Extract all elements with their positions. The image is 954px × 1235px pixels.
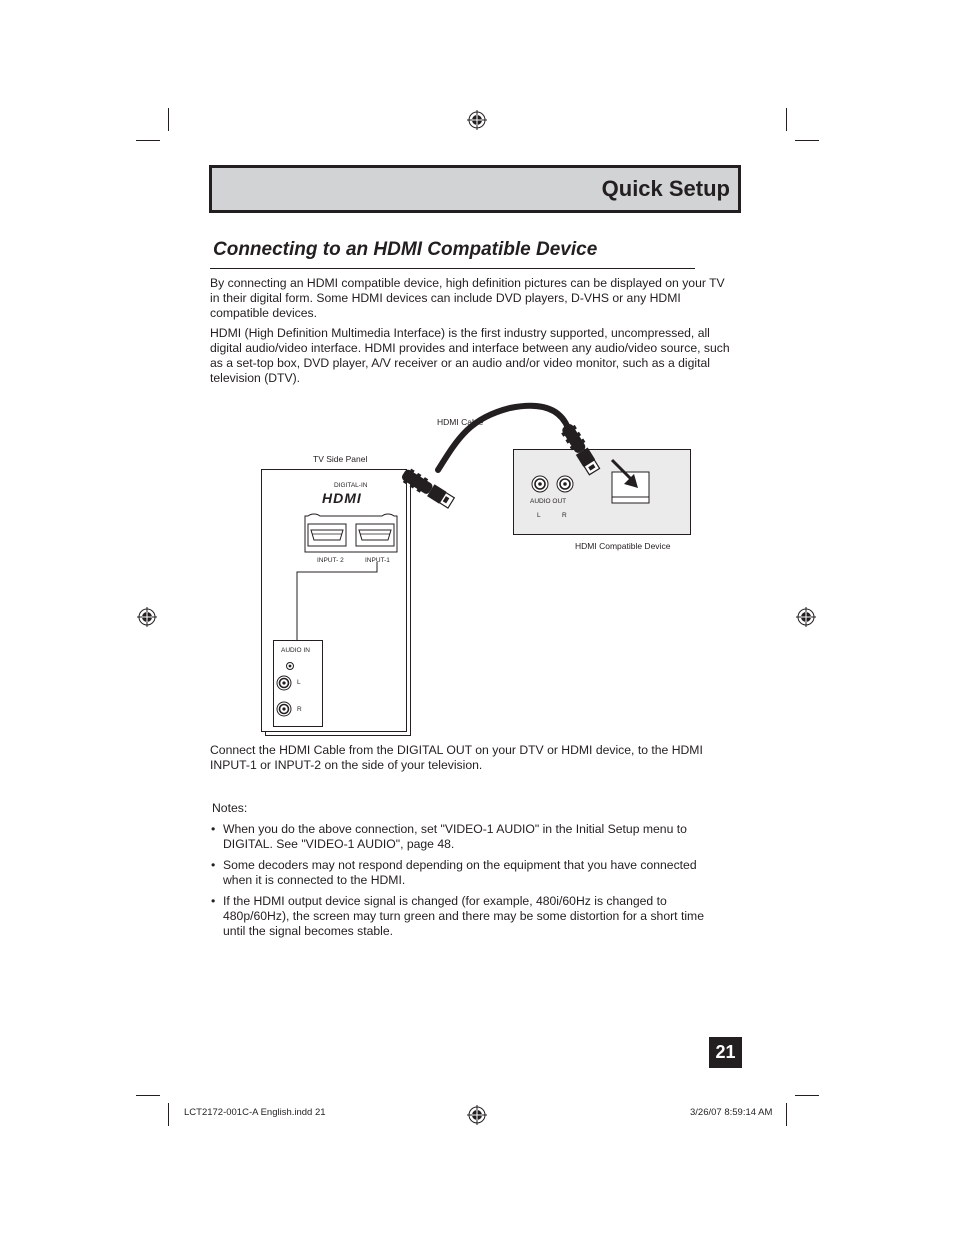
hdmi-device-label: HDMI Compatible Device [575,541,671,551]
audio-in-label: AUDIO IN [281,647,310,654]
hdmi-logo: HDMI [322,490,362,506]
bullet-icon: • [211,894,216,908]
digital-in-label: DIGITAL-IN [334,482,368,489]
crop-mark [136,1095,160,1096]
note-text: When you do the above connection, set "VIDEO-1 AUDIO" in the Initial Setup menu to DIGITAL. See "VIDEO-1 AUDIO", page 48. [223,822,687,851]
audio-out-l-label: L [537,512,541,519]
input-1-label: INPUT-1 [365,557,390,564]
note-item [211,894,726,939]
crop-mark [795,140,819,141]
crop-mark [786,1103,787,1126]
hdmi-input-ports [300,508,402,556]
registration-mark-icon [467,1105,487,1125]
crop-mark [795,1095,819,1096]
crop-mark [168,1103,169,1126]
crop-mark [136,140,160,141]
audio-out-r-label: R [562,512,567,519]
intro-paragraph: By connecting an HDMI compatible device, high definition pictures can be displayed on your TV in their digital form. Some HDMI devices can include DVD players, D-VHS or any HDMI compatible devices. [210,276,725,320]
registration-mark-icon [796,607,816,627]
bullet-icon: • [211,822,216,836]
input-1-audio-connector-line [295,562,381,642]
notes-heading: Notes: [212,801,248,815]
bullet-icon: • [211,858,216,872]
note-text: Some decoders may not respond depending on the equipment that you have connected when it is connected to the HDMI. [223,858,697,887]
audio-in-l-label: L [297,679,301,686]
page-number: 21 [709,1037,742,1068]
section-title: Connecting to an HDMI Compatible Device [213,239,598,260]
page-title: Quick Setup [601,176,730,201]
header-bar [209,165,741,213]
footer-timestamp: 3/26/07 8:59:14 AM [690,1107,773,1118]
hdmi-cable-label: HDMI Cable [437,417,484,427]
section-divider [210,268,695,269]
note-item [211,822,726,852]
registration-mark-icon [137,607,157,627]
hdmi-definition-paragraph: HDMI (High Definition Multimedia Interface) is the first industry supported, uncompressed, all digital audio/video interface. HDMI provides and interface between any audio/video source, such as a set-top box, DVD player, A/V receiver or an audio and/or video monitor, such as a digital television (DTV). [210,326,730,385]
note-item [211,858,726,888]
note-text: If the HDMI output device signal is changed (for example, 480i/60Hz is changed to 480p/60Hz), the screen may turn green and there may be some distortion for a short time until the signal becomes stable. [223,894,704,938]
registration-mark-icon [467,110,487,130]
crop-mark [786,108,787,131]
connect-instruction: Connect the HDMI Cable from the DIGITAL OUT on your DTV or HDMI device, to the HDMI INPUT-1 or INPUT-2 on the side of your television. [210,743,703,772]
input-2-label: INPUT- 2 [317,557,344,564]
audio-out-label: AUDIO OUT [530,498,567,505]
tv-side-panel-label: TV Side Panel [313,454,368,464]
footer-file-name: LCT2172-001C-A English.indd 21 [184,1107,326,1118]
hdmi-cable-illustration [390,398,650,523]
audio-in-r-label: R [297,706,302,713]
crop-mark [168,108,169,131]
